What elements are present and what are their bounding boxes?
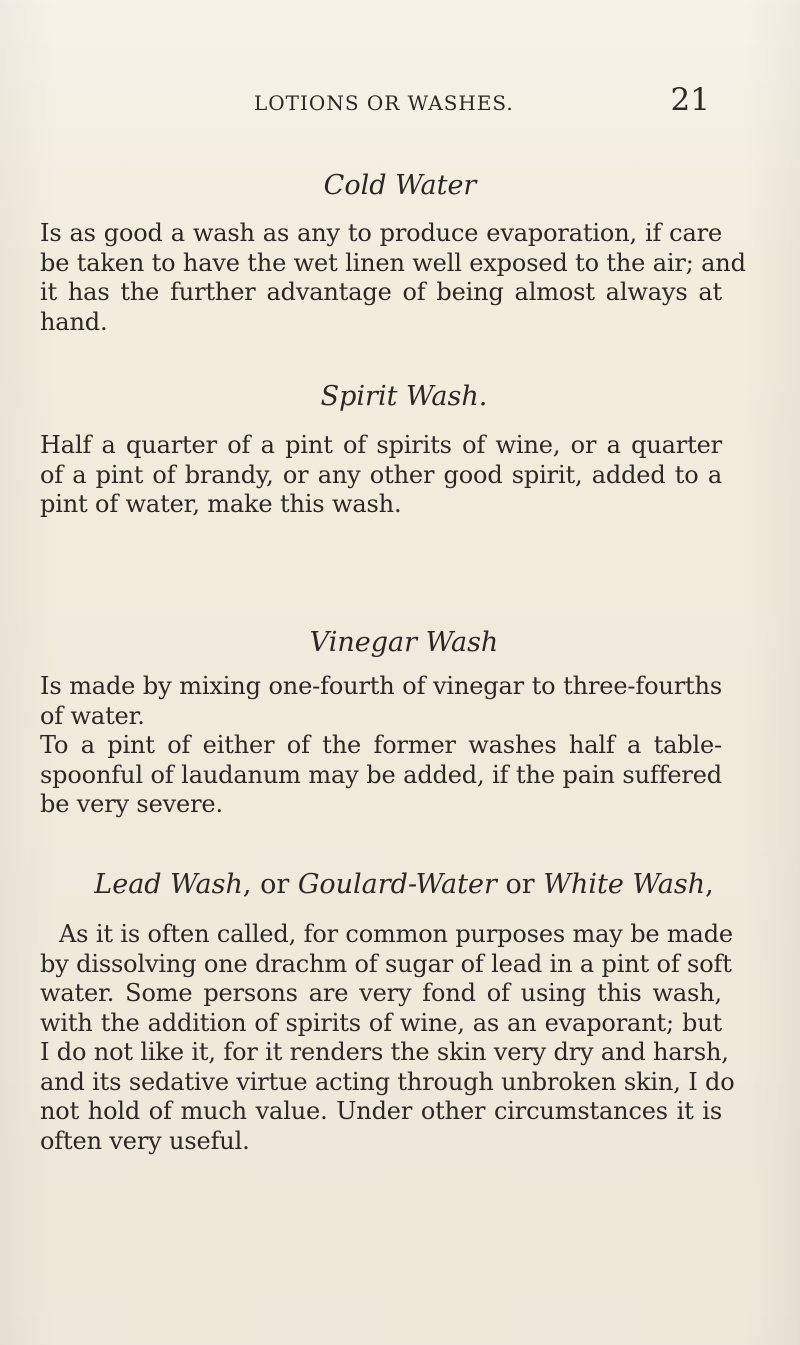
section-heading-spirit-wash: Spirit Wash. [320, 381, 488, 412]
section-heading-vinegar-wash: Vinegar Wash [309, 627, 499, 658]
heading-lead-wash: Lead Wash [94, 869, 243, 900]
heading-separator: , or [242, 869, 298, 900]
heading-separator: or [496, 869, 544, 900]
page-number: 21 [670, 82, 710, 118]
heading-goulard-water: Goulard-Water [297, 869, 497, 900]
running-title: LOTIONS OR WASHES. [254, 91, 514, 115]
text-line: by dissolving one drachm of sugar of lead in a pint of soft [40, 949, 732, 978]
text-line: of water. [40, 701, 145, 730]
text-line: spoonful of laudanum may be added, if the pain suffered [40, 760, 722, 789]
laudanum-paragraph [40, 731, 722, 820]
text-line: it has the further advantage of being almost always at [40, 278, 722, 306]
lead-wash-paragraph [40, 920, 735, 1156]
text-line: pint of water, make this wash. [40, 490, 402, 518]
text-line: be taken to have the wet linen well exposed to the air; and [40, 248, 746, 277]
running-head [254, 82, 710, 120]
text-line: often very useful. [40, 1126, 250, 1155]
text-line: As it is often called, for common purposes may be made [59, 920, 733, 948]
section-heading-cold-water: Cold Water [323, 170, 477, 201]
text-line: be very severe. [40, 790, 223, 818]
cold-water-paragraph [40, 219, 746, 337]
heading-white-wash: White Wash [543, 869, 706, 900]
text-line: with the addition of spirits of wine, as an evaporant; but [40, 1008, 722, 1037]
text-line: hand. [40, 307, 108, 336]
heading-comma: , [705, 869, 714, 900]
text-line: and its sedative virtue acting through unbroken skin, I do [40, 1067, 735, 1096]
text-line: Half a quarter of a pint of spirits of wine, or a quarter [40, 431, 722, 459]
text-line: Is as good a wash as any to produce evaporation, if care [40, 219, 722, 247]
section-heading-lead-wash [0, 869, 800, 901]
text-line: Is made by mixing one-fourth of vinegar to three-fourths [40, 672, 722, 700]
spirit-wash-paragraph [40, 431, 722, 520]
text-line: I do not like it, for it renders the skin very dry and harsh, [40, 1038, 729, 1066]
text-line: not hold of much value. Under other circumstances it is [40, 1097, 722, 1125]
text-line: water. Some persons are very fond of using this wash, [40, 979, 722, 1007]
vinegar-wash-paragraph [40, 672, 722, 731]
text-line: of a pint of brandy, or any other good spirit, added to a [40, 460, 722, 489]
text-line: To a pint of either of the former washes half a table- [40, 731, 722, 759]
